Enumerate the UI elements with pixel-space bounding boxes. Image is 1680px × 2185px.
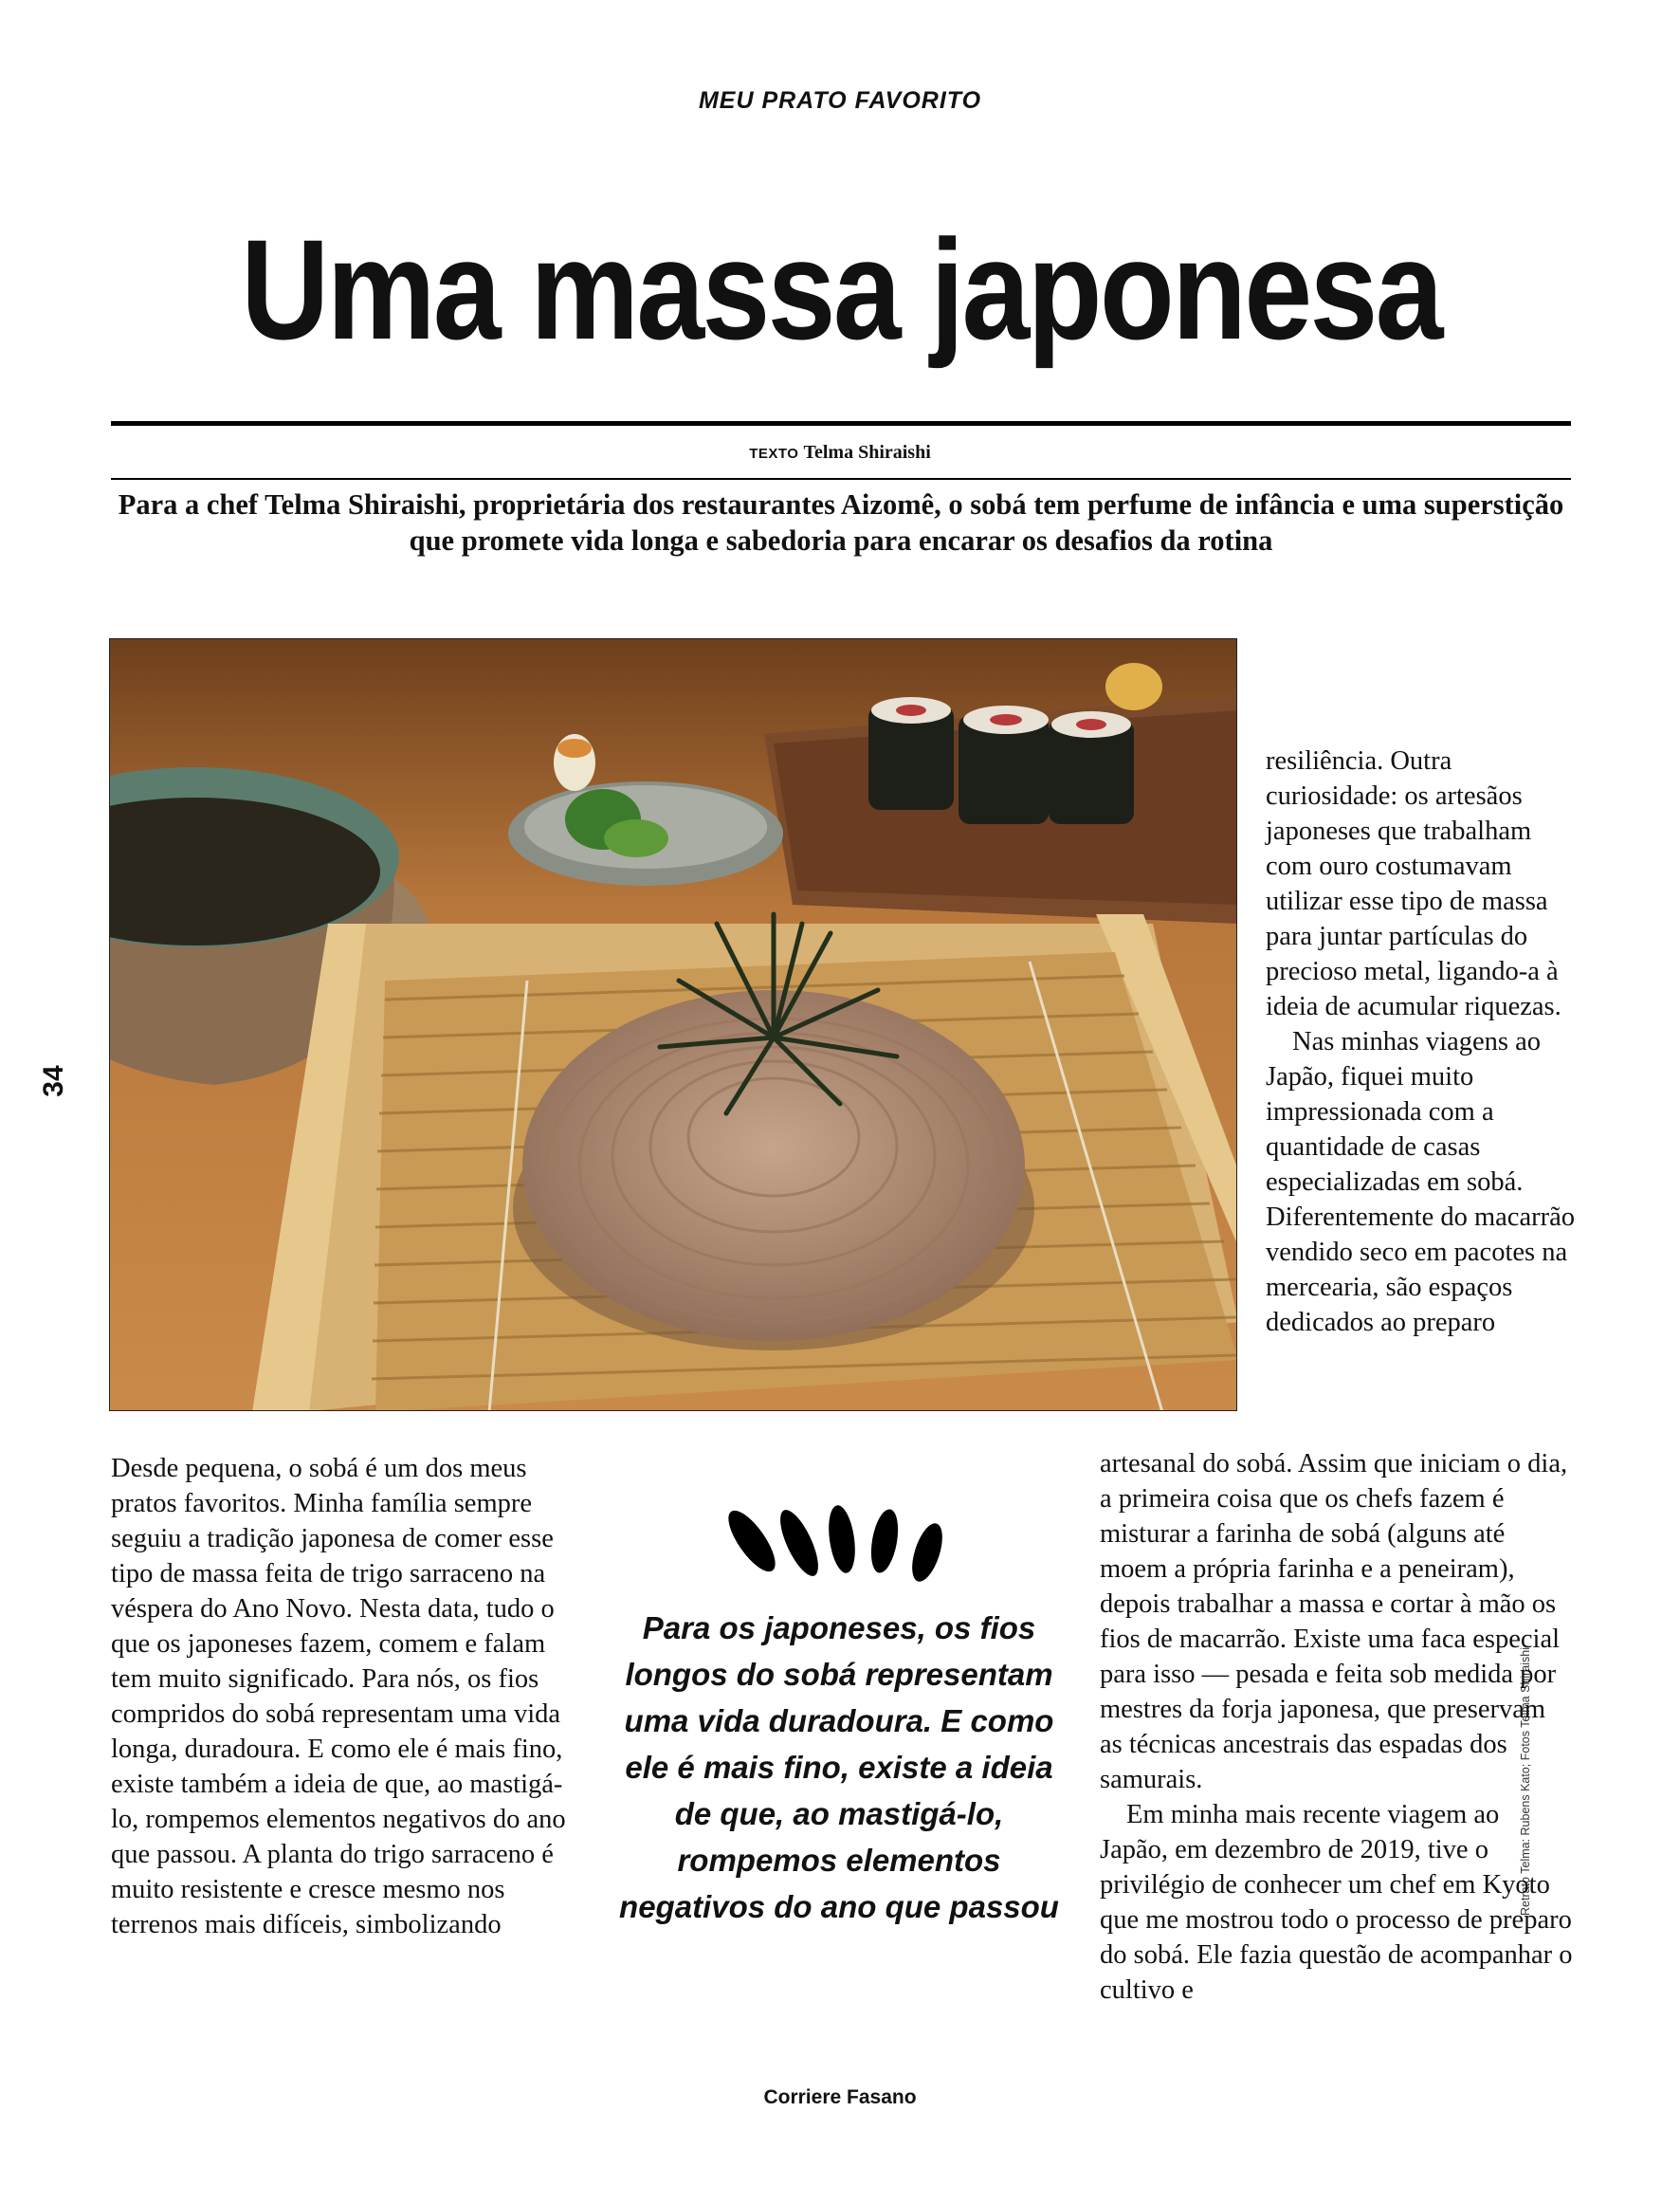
article-paragraph: Desde pequena, o sobá é um dos meus pratos favoritos. Minha família sempre seguiu a tradição japonesa de comer esse tipo de massa feita de trigo sarraceno na véspera do Ano Novo. Nesta data, tudo o que os japoneses fazem, comem e falam tem muito significado. Para nós, os fios compridos do sobá representam uma vida longa, duradoura. E como ele é mais fino, existe também a ideia de que, ao mastigá-lo, rompemos elementos negativos do ano que passou. A planta do trigo sarraceno é muito resistente e cresce mesmo nos terrenos mais difíceis, simbolizando bbox=[111, 1454, 566, 1939]
article-paragraph: Em minha mais recente viagem ao Japão, em dezembro de 2019, tive o privilégio de conhecer um chef em Kyoto que me mostrou todo o processo de preparo do sobá. Ele fazia questão de acompanhar o cultivo e bbox=[1100, 1800, 1573, 2005]
pull-quote: Para os japoneses, os fios longos do sobá representam uma vida duradoura. E como ele é mais fino, existe a ideia de que, ao mastigá-lo, rompemos elementos negativos do ano que passou bbox=[619, 1610, 1059, 1924]
article-paragraph: artesanal do sobá. Assim que iniciam o dia, a primeira coisa que os chefs fazem é misturar a farinha de sobá (alguns até moem a própria farinha e a peneiram), depois trabalhar a massa e cortar à mão os fios de macarrão. Existe uma faca especial para isso — pesada e feita sob medida por mestres da forja japonesa, que preservam as técnicas ancestrais das espadas dos samurais. bbox=[1100, 1449, 1568, 1794]
article-column-right-top bbox=[1266, 744, 1579, 1340]
quote-decoration-icon bbox=[723, 1503, 951, 1588]
byline-label: TEXTO bbox=[749, 446, 799, 462]
dek: Para a chef Telma Shiraishi, proprietária dos restaurantes Aizomê, o sobá tem perfume de infância e uma superstição que promete vida longa e sabedoria para encarar os desafios da rotina bbox=[118, 488, 1564, 557]
headline: Uma massa japonesa bbox=[241, 210, 1441, 369]
publication-footer: Corriere Fasano bbox=[763, 2086, 917, 2108]
article-column-right-bottom bbox=[1100, 1446, 1574, 2008]
article-column-left bbox=[111, 1451, 566, 1942]
page-number: 34 bbox=[38, 1065, 69, 1097]
section-label: MEU PRATO FAVORITO bbox=[698, 87, 982, 114]
byline bbox=[0, 442, 1680, 464]
byline-author: Telma Shiraishi bbox=[803, 442, 931, 463]
article-paragraph: resiliência. Outra curiosidade: os artesãos japoneses que trabalham com ouro costumavam utilizar esse tipo de massa para juntar partículas do precioso metal, ligando-a à ideia de acumular riquezas. bbox=[1266, 746, 1561, 1021]
headline-rule bbox=[111, 421, 1571, 426]
byline-rule bbox=[111, 478, 1571, 480]
article-paragraph: Nas minhas viagens ao Japão, fiquei muito impressionada com a quantidade de casas especializadas em sobá. Diferentemente do macarrão vendido seco em pacotes na mercearia, são espaços dedicados ao preparo bbox=[1266, 1027, 1575, 1337]
photo-credit: Retrato Telma: Rubens Kato; Fotos Telma Shiraishi bbox=[1519, 1646, 1532, 1916]
soba-photo bbox=[109, 638, 1237, 1411]
